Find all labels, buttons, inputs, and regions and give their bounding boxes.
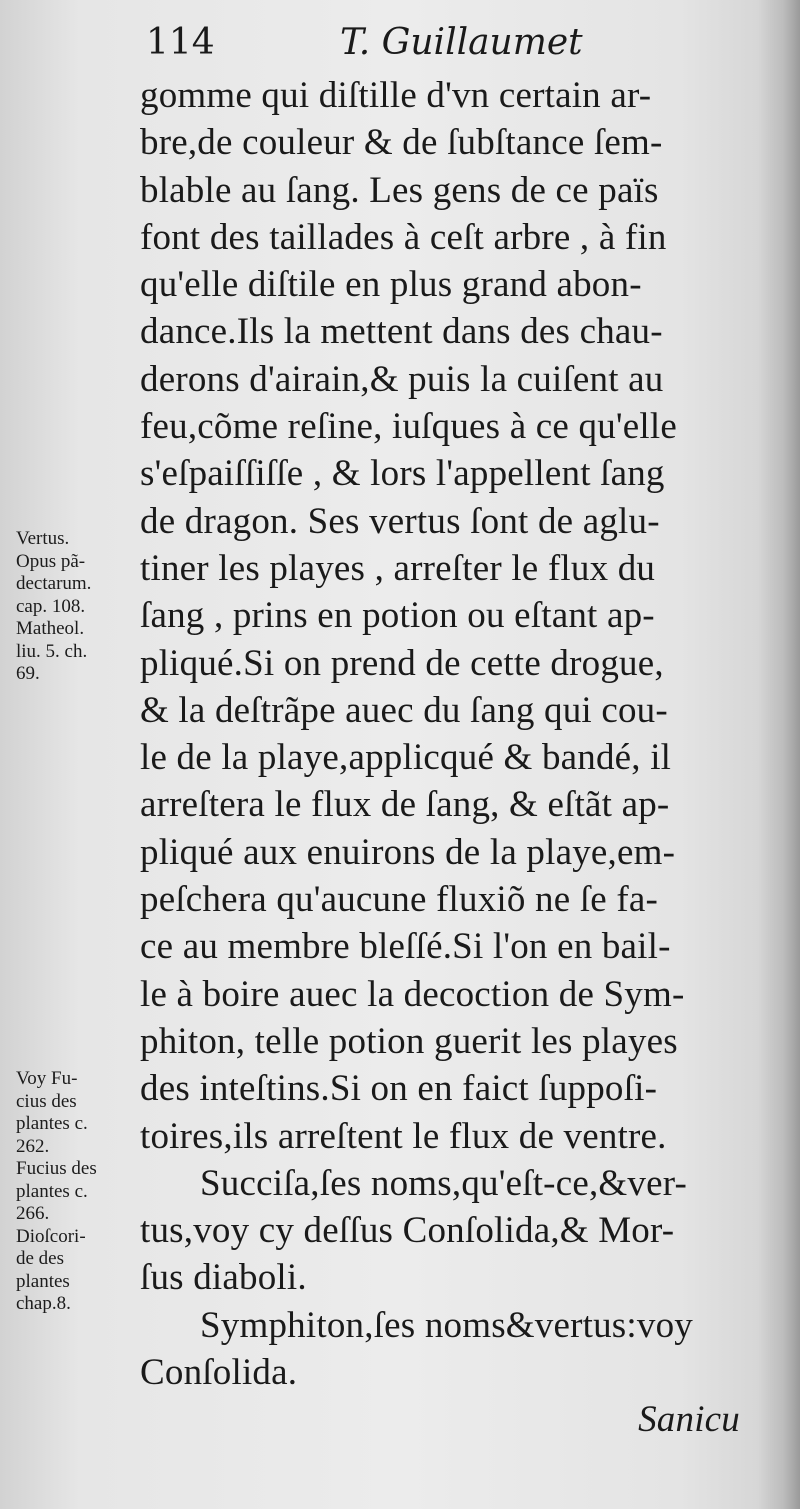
margin-note-line: cap. 108. xyxy=(16,595,86,617)
text-line: des inteſtins.Si on en faict ſuppoſi- xyxy=(140,1068,658,1110)
text-line: de dragon. Ses vertus ſont de aglu- xyxy=(140,500,660,542)
text-line: pliqué aux enuirons de la playe,em- xyxy=(140,831,676,873)
margin-note-line: plantes c. xyxy=(16,1180,88,1202)
text-line: dance.Ils la mettent dans des chau- xyxy=(140,311,663,353)
text-line: toires,ils arreſtent le flux de ventre. xyxy=(140,1115,667,1157)
margin-note-line: Voy Fu- xyxy=(16,1068,78,1089)
margin-note-line: Dioſcori- xyxy=(16,1225,86,1247)
text-line: gomme qui diſtille d'vn certain ar- xyxy=(140,75,652,116)
text-line: le de la playe,applicqué & bandé, il xyxy=(140,737,672,779)
text-line: font des taillades à ceſt arbre , à fin xyxy=(140,216,667,258)
margin-note-line: cius des xyxy=(16,1090,77,1112)
text-line: phiton, telle potion guerit les playes xyxy=(140,1020,678,1062)
text-line: & la deſtrãpe auec du ſang qui cou- xyxy=(140,689,668,731)
page-edge-shadow xyxy=(758,0,800,1509)
margin-note-line: 69. xyxy=(16,663,40,684)
margin-note-line: plantes xyxy=(16,1270,70,1292)
margin-note-line: chap.8. xyxy=(16,1293,71,1314)
text-line: peſchera qu'aucune fluxiõ ne ſe fa- xyxy=(140,879,659,921)
text-line: feu,cõme reſine, iuſques à ce qu'elle xyxy=(140,406,677,448)
text-line: blable au ſang. Les gens de ce païs xyxy=(140,169,659,211)
text-line: arreſtera le flux de ſang, & eſtãt ap- xyxy=(140,784,670,826)
text-line: tus,voy cy deſſus Conſolida,& Mor- xyxy=(140,1210,675,1252)
text-line: derons d'airain,& puis la cuiſent au xyxy=(140,358,664,400)
text-line: s'eſpaiſſiſſe , & lors l'appellent ſang xyxy=(140,453,665,495)
margin-note-vertus xyxy=(16,528,140,686)
margin-note-line: Fucius des xyxy=(16,1158,97,1179)
margin-note-line: liu. 5. ch. xyxy=(16,640,88,662)
margin-note-line: 262. xyxy=(16,1135,50,1157)
margin-note-line: 266. xyxy=(16,1203,50,1224)
running-title: T. Guillaumet xyxy=(340,22,583,63)
text-line: tiner les playes , arreſter le flux du xyxy=(140,547,656,589)
main-text-block xyxy=(140,72,748,1444)
margin-note-line: dectarum. xyxy=(16,573,92,594)
margin-note-line: Vertus. xyxy=(16,528,70,549)
text-line: Symphiton,ſes noms&vertus:voy xyxy=(200,1304,693,1346)
text-line: qu'elle diſtile en plus grand abon- xyxy=(140,264,642,306)
margin-note-line: Opus pã- xyxy=(16,550,86,572)
text-line: bre,de couleur & de ſubſtance ſem- xyxy=(140,122,663,164)
text-line: Conſolida. xyxy=(140,1352,298,1394)
margin-note-line: de des xyxy=(16,1248,65,1269)
text-line: pliqué.Si on prend de cette drogue, xyxy=(140,642,664,684)
text-line: Succiſa,ſes noms,qu'eſt-ce,&ver- xyxy=(200,1162,688,1204)
text-line: ſang , prins en potion ou eſtant ap- xyxy=(140,595,655,637)
running-header xyxy=(140,22,760,72)
catchword: Sanicu xyxy=(638,1399,740,1441)
margin-note-line: plantes c. xyxy=(16,1113,88,1134)
text-line: le à boire auec la decoction de Sym- xyxy=(140,973,685,1015)
page-number: 114 xyxy=(146,22,215,63)
text-line: ce au membre bleſſé.Si l'on en bail- xyxy=(140,926,671,968)
margin-note-line: Matheol. xyxy=(16,618,85,639)
margin-note-references xyxy=(16,1068,140,1316)
text-line: ſus diaboli. xyxy=(140,1257,307,1299)
